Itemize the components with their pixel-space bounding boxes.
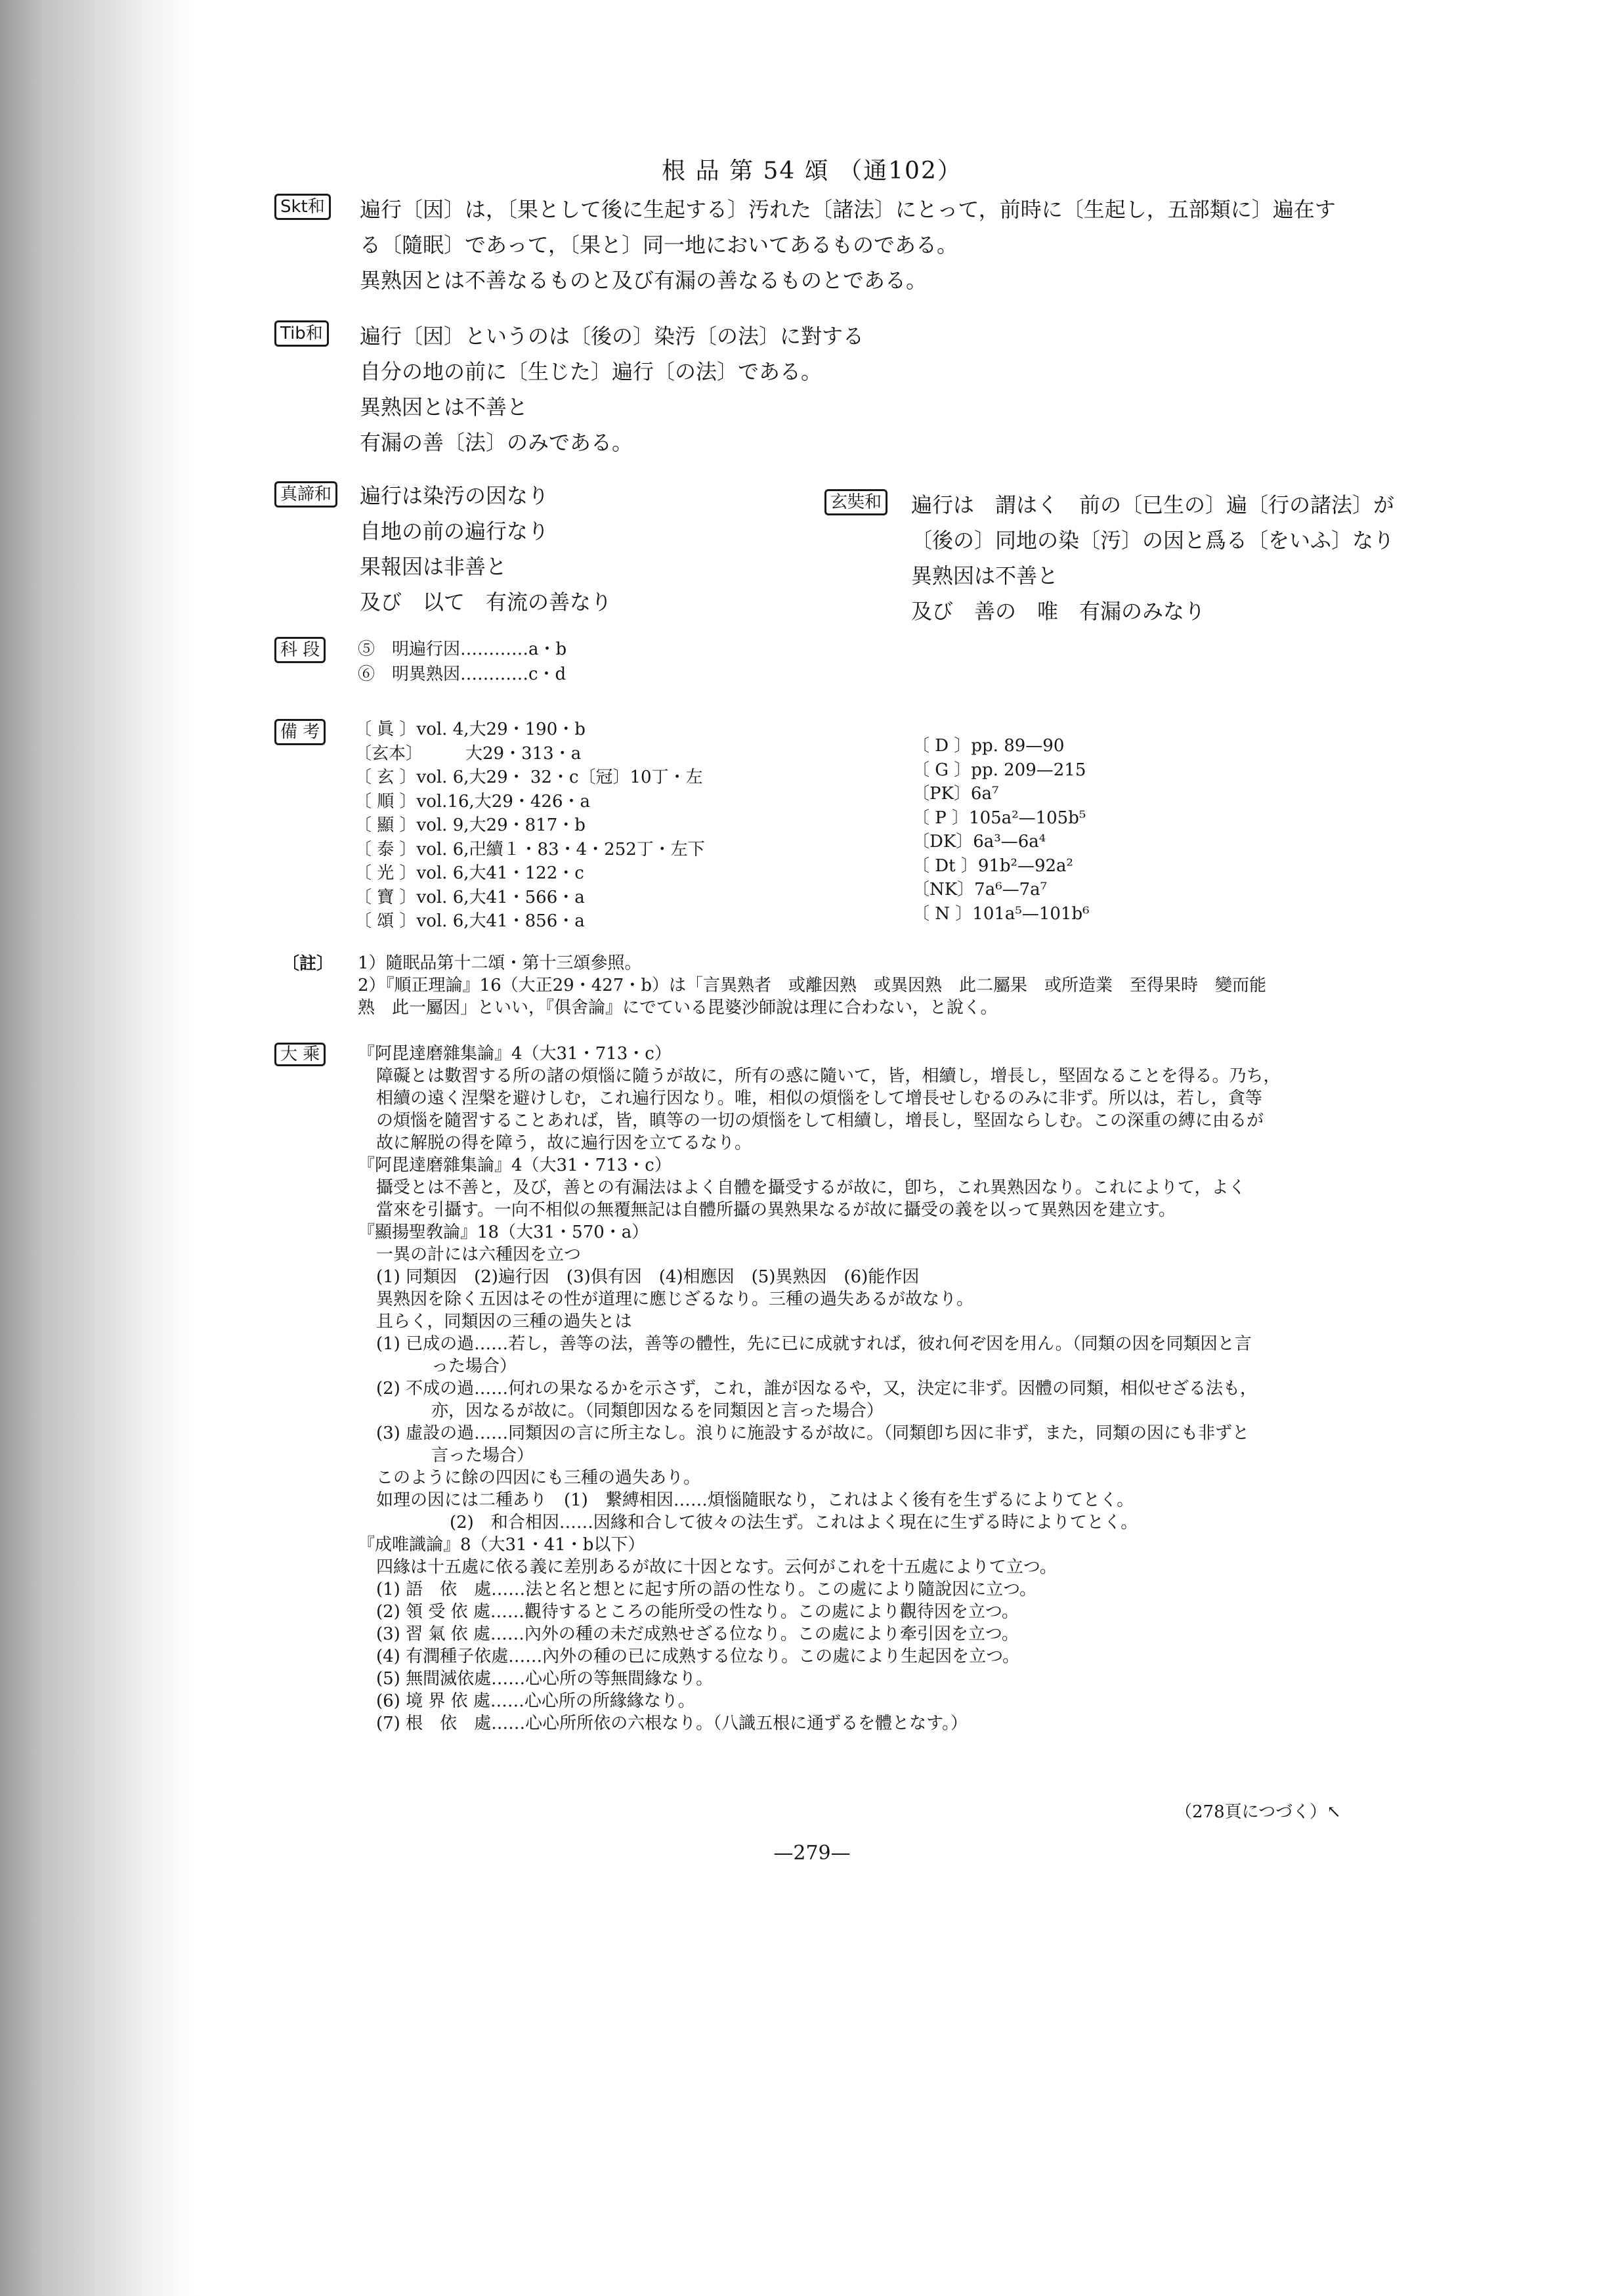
xuanzang-line: 及び 善の 唯 有漏のみなり xyxy=(911,599,1206,624)
biko-ref: 〔 泰 〕vol. 6,卍續１・83・4・252丁・左下 xyxy=(354,839,705,859)
daijo-line: (2) 不成の過……何れの果なるかを示さず，これ，誰が因なるや，又，決定に非ず。因體の同類，相似せざる法も， xyxy=(376,1379,1257,1398)
tag-kadan: 科 段 xyxy=(274,637,326,663)
daijo-line: (1) 同類因 (2)遍行因 (3)俱有因 (4)相應因 (5)異熟因 (6)能作因 xyxy=(376,1267,920,1287)
daijo-line: 當來を引攝す。一向不相似の無覆無記は自體所攝の異熟果なるが故に攝受の義を以って異熟因を建立す。 xyxy=(376,1200,1176,1220)
scan-shadow xyxy=(0,0,197,2296)
daijo-line: 相續の遠く涅槃を避けしむ，これ遍行因なり。唯，相似の煩惱をして增長せしむるのみに非ず。所以は，若し，貪等 xyxy=(376,1089,1262,1108)
daijo-line: 四緣は十五處に依る義に差別あるが故に十因となす。云何がこれを十五處によりて立つ。 xyxy=(376,1557,1057,1577)
daijo-line: (1) 已成の過……若し，善等の法，善等の體性，先に已に成就すれば，彼れ何ぞ因を用ん。（同類の因を同類因と言 xyxy=(376,1334,1252,1354)
biko-ref: 〔 N 〕101a⁵—101b⁶ xyxy=(912,903,1090,924)
skt-line: 異熟因とは不善なるものと及び有漏の善なるものとである。 xyxy=(360,268,928,293)
paramartha-translation xyxy=(360,478,612,620)
tib-line: 遍行〔因〕というのは〔後の〕染汚〔の法〕に對する xyxy=(360,324,865,349)
daijo-line: った場合） xyxy=(431,1356,517,1376)
xuanzang-line: 遍行は 謂はく 前の〔已生の〕遍〔行の諸法〕が xyxy=(911,492,1395,517)
paramartha-line: 果報因は非善と xyxy=(360,554,507,579)
biko-left-list xyxy=(354,718,705,934)
biko-ref: 〔 眞 〕vol. 4,大29・190・b xyxy=(354,720,586,739)
daijo-text xyxy=(358,1043,1280,1735)
paramartha-line: 自地の前の遍行なり xyxy=(360,519,549,544)
note-item: 1）隨眠品第十二頌・第十三頌參照。 xyxy=(358,953,642,973)
tag-xuanzang: 玄奘和 xyxy=(824,489,887,515)
biko-ref: 〔DK〕6a³—6a⁴ xyxy=(912,832,1046,852)
tag-skt: Skt和 xyxy=(274,194,331,220)
biko-ref: 〔 G 〕pp. 209—215 xyxy=(912,760,1086,780)
xuanzang-line: 異熟因は不善と xyxy=(911,563,1059,588)
kadan-list xyxy=(358,637,566,687)
daijo-source-title: 『阿毘達磨雜集論』4（大31・713・c） xyxy=(358,1156,672,1175)
xuanzang-line: 〔後の〕同地の染〔汚〕の因と爲る〔をいふ〕なり xyxy=(911,528,1395,553)
daijo-line: (3) 習 氣 依 處……內外の種の未だ成熟せざる位なり。この處により牽引因を立つ。 xyxy=(376,1624,1019,1644)
skt-translation xyxy=(360,192,1336,298)
tag-biko: 備 考 xyxy=(274,719,326,745)
daijo-line: (7) 根 依 處……心心所所依の六根なり。（八識五根に通ずるを體となす。） xyxy=(376,1714,968,1733)
biko-ref: 〔玄本〕 大29・313・a xyxy=(354,743,582,764)
daijo-line: (6) 境 界 依 處……心心所の所緣緣なり。 xyxy=(376,1691,695,1711)
note-item: 2）『順正理論』16（大正29・427・b）は「言異熟者 或離因熟 或異因熟 此二屬果 或所造業 至得果時 變而能 xyxy=(358,976,1266,995)
xuanzang-translation xyxy=(911,487,1394,629)
biko-ref: 〔 P 〕105a²—105b⁵ xyxy=(912,808,1086,828)
biko-ref: 〔 頌 〕vol. 6,大41・856・a xyxy=(354,911,585,931)
biko-ref: 〔 玄 〕vol. 6,大29・ 32・c〔冠〕10丁・左 xyxy=(354,768,703,787)
daijo-source-title: 『顯揚聖敎論』18（大31・570・a） xyxy=(358,1223,649,1242)
kadan-item: ⑤ 明遍行因…………a・b xyxy=(358,639,567,659)
note-item: 熟 此一屬因」といい，『俱舍論』にでている毘婆沙師說は理に合わない，と說く。 xyxy=(358,998,998,1018)
daijo-line: 攝受とは不善と，及び，善との有漏法はよく自體を攝受するが故に，卽ち，これ異熟因なり。これによりて，よく xyxy=(376,1178,1246,1198)
paramartha-line: 及び 以て 有流の善なり xyxy=(360,590,612,615)
daijo-line: の煩惱を隨習することあれば，皆，瞋等の一切の煩惱をして相續し，增長し，堅固ならしむ。この深重の縛に由るが xyxy=(376,1111,1264,1131)
daijo-line: 言った場合） xyxy=(431,1446,534,1465)
tib-line: 自分の地の前に〔生じた〕遍行〔の法〕である。 xyxy=(360,359,823,384)
biko-ref: 〔 光 〕vol. 6,大41・122・c xyxy=(354,863,584,883)
daijo-line: (2) 和合相因……因緣和合して彼々の法生ず。これはよく現在に生ずる時によりてとく。 xyxy=(450,1513,1138,1532)
biko-ref: 〔 Dt 〕91b²—92a² xyxy=(912,856,1073,876)
daijo-line: 且らく，同類因の三種の過失とは xyxy=(376,1312,632,1332)
daijo-line: (4) 有潤種子依處……內外の種の已に成熟する位なり。この處により生起因を立つ。 xyxy=(376,1647,1020,1666)
daijo-line: (5) 無間滅依處……心心所の等無間緣なり。 xyxy=(376,1669,714,1689)
tag-tib: Tib和 xyxy=(274,320,329,347)
paramartha-line: 遍行は染汚の因なり xyxy=(360,483,549,508)
notes-list xyxy=(358,952,1266,1019)
daijo-line: 亦，因なるが故に。（同類卽因なるを同類因と言った場合） xyxy=(431,1401,884,1421)
biko-ref: 〔NK〕7a⁶—7a⁷ xyxy=(912,880,1048,899)
daijo-line: 異熟因を除く五因はその性が道理に應じざるなり。三種の過失あるが故なり。 xyxy=(376,1289,974,1309)
notes-label: 〔註〕 xyxy=(282,954,334,974)
daijo-line: 故に解脱の得を障う，故に遍行因を立てるなり。 xyxy=(376,1133,752,1153)
page-title: 根 品 第 54 頌 （通102） xyxy=(662,158,962,184)
daijo-line: (3) 虛設の過……同類因の言に所主なし。浪りに施設するが故に。（同類卽ち因に非ず，また，同類の因にも非ずと xyxy=(376,1423,1250,1443)
biko-right-list xyxy=(912,734,1090,926)
tag-daijo: 大 乘 xyxy=(274,1043,326,1066)
biko-ref: 〔 寶 〕vol. 6,大41・566・a xyxy=(354,887,585,907)
tag-paramartha: 真諦和 xyxy=(274,481,337,508)
skt-line: る〔隨眠〕であって，〔果と〕同一地においてあるものである。 xyxy=(360,232,958,257)
daijo-line: (1) 語 依 處……法と名と想とに起す所の語の性なり。この處により隨說因に立つ。 xyxy=(376,1580,1037,1599)
daijo-line: (2) 領 受 依 處……觀待するところの能所受の性なり。この處により觀待因を立つ。 xyxy=(376,1602,1019,1622)
daijo-line: このように餘の四因にも三種の過失あり。 xyxy=(376,1468,701,1488)
biko-ref: 〔 D 〕pp. 89—90 xyxy=(912,736,1065,756)
page-number: —279— xyxy=(773,1842,851,1865)
biko-ref: 〔 顯 〕vol. 9,大29・817・b xyxy=(354,815,586,835)
daijo-source-title: 『成唯識論』8（大31・41・b以下） xyxy=(358,1535,645,1555)
daijo-line: 一異の計には六種因を立つ xyxy=(376,1245,582,1265)
daijo-line: 障礙とは數習する所の諸の煩惱に隨うが故に，所有の惑に隨いて，皆，相續し，增長し，堅固なることを得る。乃ち， xyxy=(376,1066,1281,1086)
kadan-item: ⑥ 明異熟因…………c・d xyxy=(358,664,566,684)
skt-line: 遍行〔因〕は，〔果として後に生起する〕汚れた〔諸法〕にとって，前時に〔生起し，五部類に〕遍在す xyxy=(360,197,1336,222)
tib-line: 有漏の善〔法〕のみである。 xyxy=(360,430,633,455)
daijo-source-title: 『阿毘達磨雜集論』4（大31・713・c） xyxy=(358,1044,672,1064)
continued-note: （278頁につづく）↖ xyxy=(1175,1802,1341,1822)
biko-ref: 〔 順 〕vol.16,大29・426・a xyxy=(354,791,591,812)
tib-translation xyxy=(360,318,864,460)
daijo-line: 如理の因には二種あり (1) 繋縛相因……煩惱隨眠なり，これはよく後有を生ずるによりてとく。 xyxy=(376,1490,1134,1510)
biko-ref: 〔PK〕6a⁷ xyxy=(912,784,999,804)
tib-line: 異熟因とは不善と xyxy=(360,395,528,420)
